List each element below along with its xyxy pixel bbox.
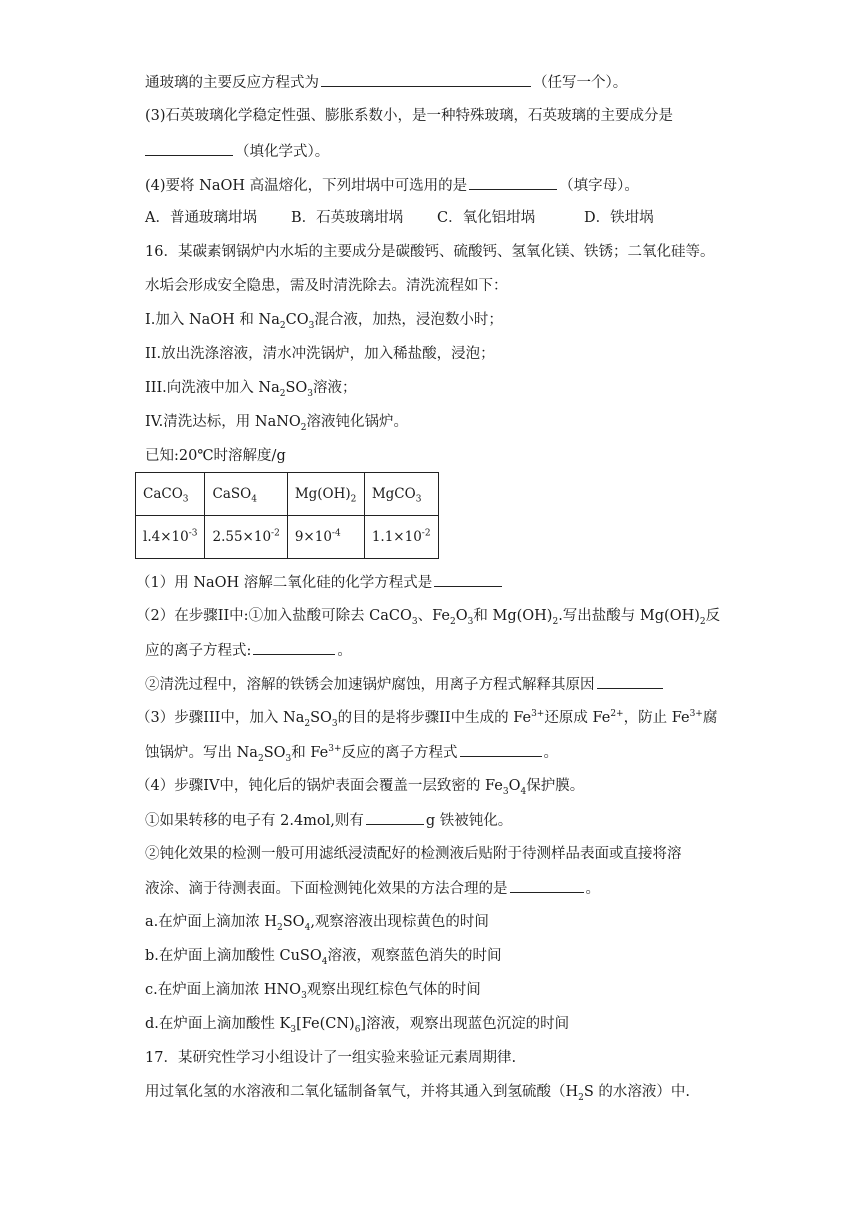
question-line: ②清洗过程中，溶解的铁锈会加速锅炉腐蚀，用离子方程式解释其原因: [145, 674, 665, 695]
options-line: [145, 208, 654, 228]
step-2: II.放出洗涤溶液，清水冲洗锅炉，加入稀盐酸，浸泡；: [145, 346, 495, 362]
question-line: 应的离子方程式: 。: [145, 640, 352, 661]
question-line: 水垢会形成安全隐患，需及时清洗除去。清洗流程如下：: [145, 278, 508, 294]
option-c: C．氧化铝坩埚: [437, 210, 536, 226]
table-cell: $Mg(OH)_2$: [287, 473, 364, 516]
question-16-heading: 16．某碳素钢锅炉内水垢的主要成分是碳酸钙、硫酸钙、氢氧化镁、铁锈；二氧化硅等。: [145, 244, 715, 260]
question-line: ②钝化效果的检测一般可用滤纸浸渍配好的检测液后贴附于待测样品表面或直接将溶: [145, 846, 682, 862]
option-a-line: a.在炉面上滴加浓 $H_2SO_4$,观察溶液出现棕黄色的时间: [145, 914, 489, 933]
table-cell: CaSO$_4$: [205, 473, 287, 516]
answer-blank: [597, 674, 663, 689]
option-c-line: c.在炉面上滴加浓 $HNO_3$观察出现红棕色气体的时间: [145, 982, 481, 1001]
option-d: D．铁坩埚: [584, 210, 654, 226]
question-16-1: （1）用 NaOH 溶解二氧化硅的化学方程式是: [136, 572, 504, 593]
question-16-2: （2）在步骤II中:①加入盐酸可除去 CaCO$_3$、$Fe_2O_3$和 $Mg(OH)_2$.写出盐酸与 $Mg(OH)_2$反: [136, 608, 721, 627]
question-16-4: （4）步骤IV中，钝化后的锅炉表面会覆盖一层致密的 $Fe_3O_4$保护膜。: [136, 778, 585, 797]
question-line: （填化学式）。: [145, 141, 329, 162]
question-line: 用过氧化氢的水溶液和二氧化锰制备氧气，并将其通入到氢硫酸（$H_2S$ 的水溶液）中.: [145, 1084, 691, 1103]
table-cell: $1.1\times 10^{-2}$: [364, 516, 438, 559]
question-line: 蚀锅炉。写出 $Na_2SO_3$和 $Fe^{3+}$反应的离子方程式 。: [145, 742, 558, 763]
known-label: 已知:20℃时溶解度/g: [145, 448, 286, 464]
answer-blank: [510, 878, 584, 893]
table-row: [136, 516, 439, 559]
question-line: 液涂、滴于待测表面。下面检测钝化效果的方法合理的是 。: [145, 878, 600, 899]
table-cell: CaCO$_3$: [136, 473, 205, 516]
table-cell: $l.4\times 10^{-3}$: [136, 516, 205, 559]
option-b-line: b.在炉面上滴加酸性 CuSO$_4$溶液，观察蓝色消失的时间: [145, 948, 502, 967]
answer-blank: [253, 640, 335, 655]
question-17-heading: 17．某研究性学习小组设计了一组实验来验证元素周期律.: [145, 1050, 517, 1066]
option-d-line: d.在炉面上滴加酸性 $K_3[Fe(CN)_6]$溶液，观察出现蓝色沉淀的时间: [145, 1016, 570, 1035]
answer-blank: [321, 72, 531, 87]
answer-blank: [366, 810, 424, 825]
answer-blank: [145, 141, 233, 156]
table-cell: MgCO$_3$: [364, 473, 438, 516]
step-1: I.加入 NaOH 和 $Na_2CO_3$混合液，加热，浸泡数小时；: [145, 312, 503, 331]
table-cell: $2.55\times 10^{-2}$: [205, 516, 287, 559]
option-b: B．石英玻璃坩埚: [291, 210, 404, 226]
answer-blank: [434, 572, 502, 587]
answer-blank: [460, 742, 542, 757]
option-a: A．普通玻璃坩埚: [145, 210, 257, 226]
step-3: III.向洗液中加入 $Na_2SO_3$溶液；: [145, 380, 357, 399]
table-cell: $9\times 10^{-4}$: [287, 516, 364, 559]
question-line: (4)要将 NaOH 高温熔化，下列坩埚中可选用的是 （填字母）。: [145, 175, 639, 196]
question-16-3: （3）步骤III中，加入 $Na_2SO_3$的目的是将步骤II中生成的 $Fe^{3+}$还原成 $Fe^{2+}$，防止 $Fe^{3+}$腐: [136, 709, 718, 729]
step-4: IV.清洗达标，用 NaNO$_2$溶液钝化锅炉。: [145, 414, 409, 433]
answer-blank: [469, 175, 557, 190]
table-row: [136, 473, 439, 516]
question-line: (3)石英玻璃化学稳定性强、膨胀系数小，是一种特殊玻璃，石英玻璃的主要成分是: [145, 108, 674, 124]
solubility-table: [135, 472, 439, 559]
question-line: ①如果转移的电子有 2.4mol,则有 g 铁被钝化。: [145, 810, 512, 831]
question-line: 通玻璃的主要反应方程式为 （任写一个）。: [145, 72, 627, 93]
